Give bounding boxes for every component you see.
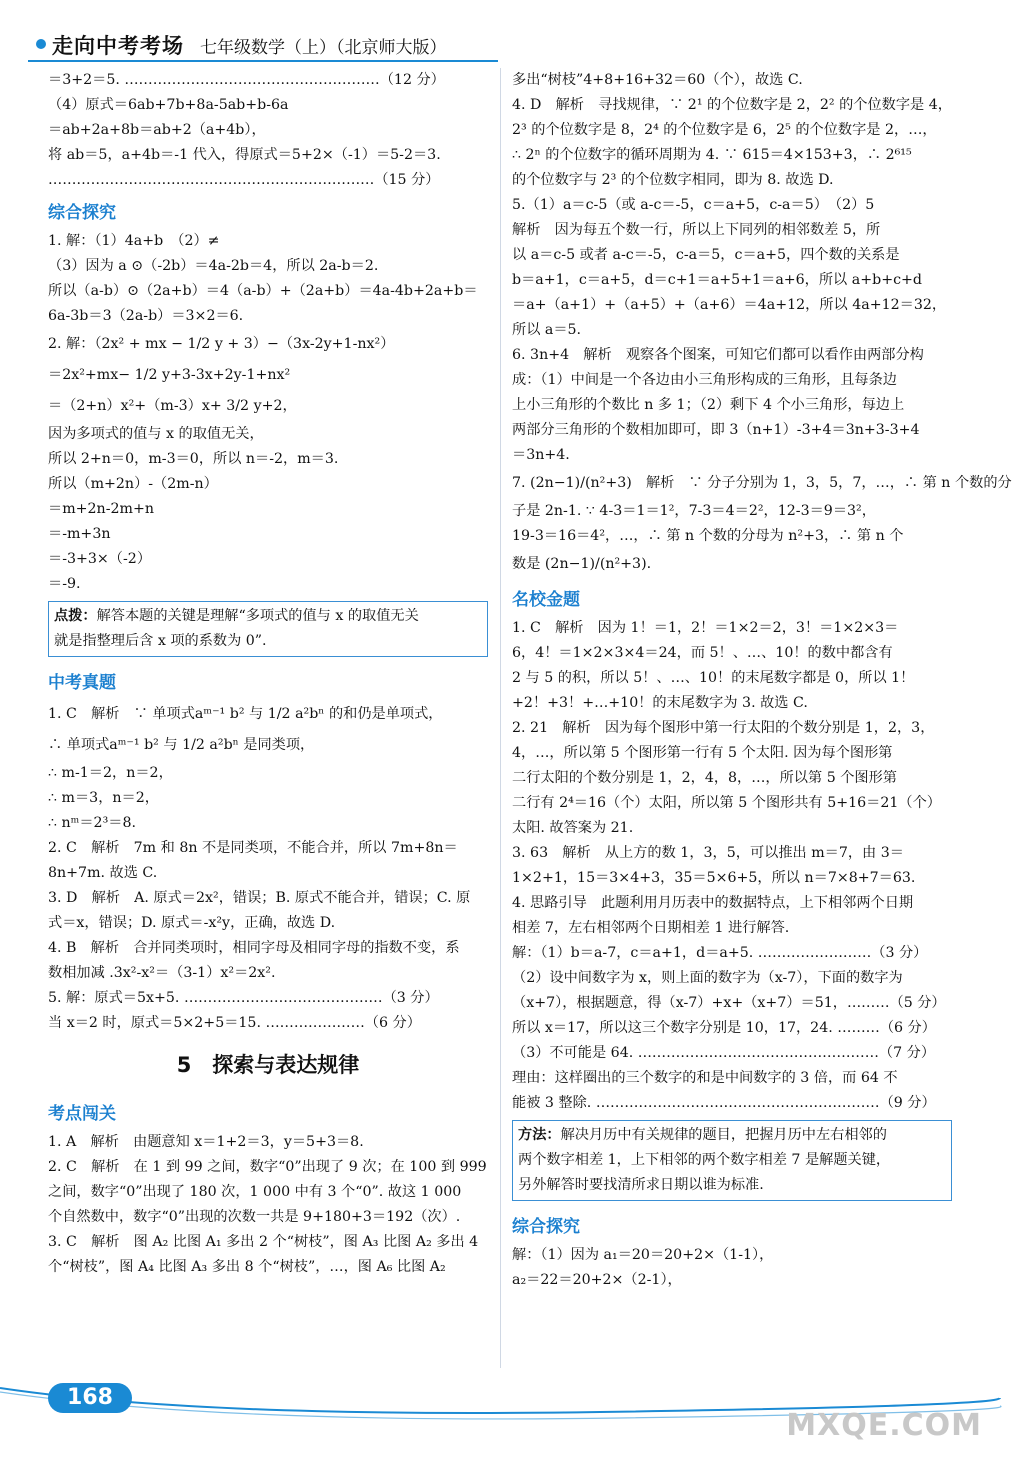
- right-line: 6，4！＝1×2×3×4＝24，而 5！、…、10！的数中都含有: [512, 645, 893, 661]
- left-line: 所以 2+n＝0，m-3＝0，所以 n＝-2，m＝3.: [48, 451, 339, 467]
- left-line: ＝-3+3×（-2）: [48, 551, 152, 567]
- method-text: 两个数字相差 1，上下相邻的两个数字相差 7 是解题关键，: [518, 1152, 891, 1168]
- left-line: 1. A 解析 由题意知 x＝1+2＝3，y＝5+3＝8.: [48, 1134, 364, 1150]
- method-text: 解决月历中有关规律的题目，把握月历中左右相邻的: [560, 1127, 887, 1143]
- left-line: ∴ 单项式aᵐ⁻¹ b² 与 1/2 a²bⁿ 是同类项，: [48, 737, 315, 753]
- header-subtitle: 七年级数学（上）（北京师大版）: [200, 38, 447, 58]
- right-line: 1×2+1，15＝3×4+3，35＝5×6+5，所以 n＝7×8+7＝63.: [512, 870, 916, 886]
- left-line: ＝m+2n-2m+n: [48, 501, 154, 517]
- left-line: 1. C 解析 ∵ 单项式aᵐ⁻¹ b² 与 1/2 a²bⁿ 的和仍是单项式，: [48, 706, 443, 722]
- section-heading: 名校金题: [512, 590, 580, 610]
- left-line: 8n+7m. 故选 C.: [48, 865, 158, 881]
- left-line: ∴ nᵐ＝2³＝8.: [48, 815, 137, 831]
- header-brand: 走向中考考场: [52, 34, 184, 58]
- right-line: 2 与 5 的积，所以 5！、…、10！的末尾数字都是 0，所以 1！: [512, 670, 915, 686]
- right-line: ＝3n+4.: [512, 447, 570, 463]
- left-column: [48, 68, 488, 1280]
- left-line: ＝ab+2a+8b＝ab+2（a+4b），: [48, 122, 266, 138]
- right-line: ＝a+（a+1）+（a+5）+（a+6）＝4a+12，所以 4a+12＝32，: [512, 297, 947, 313]
- right-line: 两部分三角形的个数相加即可，即 3（n+1）-3+4＝3n+3-3+4: [512, 422, 920, 438]
- right-line: 成：（1）中间是一个各边由小三角形构成的三角形，且每条边: [512, 372, 897, 388]
- right-line: 以 a＝c-5 或者 a-c＝-5，c-a＝5，c＝a+5，四个数的关系是: [512, 247, 900, 263]
- right-line: 数是 (2n−1)/(n²+3).: [512, 556, 652, 572]
- left-line: 2. 解：（2x² + mx − 1/2 y + 3）−（3x-2y+1-nx²）: [48, 336, 395, 352]
- right-line: 子是 2n-1. ∵ 4-3＝1＝1²，7-3＝4＝2²，12-3＝9＝3²，: [512, 503, 876, 519]
- left-line: 数相加减 .3x²-x²＝（3-1）x²＝2x².: [48, 965, 276, 981]
- section-heading: 综合探究: [48, 203, 116, 223]
- right-line: 7. (2n−1)/(n²+3) 解析 ∵ 分子分别为 1，3，5，7，…，∴ 第 n 个数的分: [512, 475, 1012, 491]
- tip-text: 解答本题的关键是理解“多项式的值与 x 的取值无关: [96, 608, 419, 624]
- column-divider: [500, 68, 501, 1368]
- left-line: ∴ m＝3，n＝2，: [48, 790, 159, 806]
- left-line: 4. B 解析 合并同类项时，相同字母及相同字母的指数不变，系: [48, 940, 460, 956]
- watermark: MXQE.COM: [786, 1408, 982, 1443]
- left-line: 当 x＝2 时，原式＝5×2+5＝15. …………………（6 分）: [48, 1015, 421, 1031]
- right-line: 1. C 解析 因为 1！＝1，2！＝1×2＝2，3！＝1×2×3＝: [512, 620, 899, 636]
- left-line: 1. 解：（1）4a+b （2）≠: [48, 233, 220, 249]
- left-line: （3）因为 a ⊙（-2b）＝4a-2b＝4，所以 2a-b＝2.: [48, 258, 379, 274]
- left-line: 2. C 解析 7m 和 8n 不是同类项，不能合并，所以 7m+8n＝: [48, 840, 458, 856]
- right-line: 太阳. 故答案为 21.: [512, 820, 634, 836]
- left-line: 3. D 解析 A. 原式＝2x²，错误；B. 原式不能合并，错误；C. 原: [48, 890, 471, 906]
- tip-text: 就是指整理后含 x 项的系数为 0”.: [54, 633, 267, 649]
- chapter-title: 5 探索与表达规律: [176, 1053, 360, 1077]
- right-line: 能被 3 整除. ……………………………………………………（9 分）: [512, 1095, 936, 1111]
- left-line: 所以（a-b）⊙（2a+b）＝4（a-b）+（2a+b）＝4a-4b+2a+b＝: [48, 283, 478, 299]
- section-heading: 考点闯关: [48, 1104, 116, 1124]
- right-line: 6. 3n+4 解析 观察各个图案，可知它们都可以看作由两部分构: [512, 347, 924, 363]
- right-line: 4. D 解析 寻找规律，∵ 2¹ 的个位数字是 2，2² 的个位数字是 4，: [512, 97, 952, 113]
- left-line: 5. 解：原式＝5x+5. ……………………………………（3 分）: [48, 990, 439, 1006]
- right-line: 的个位数字与 2³ 的个位数字相同，即为 8. 故选 D.: [512, 172, 834, 188]
- right-line: 2. 21 解析 因为每个图形中第一行太阳的个数分别是 1，2，3，: [512, 720, 935, 736]
- right-line: 理由：这样圈出的三个数字的和是中间数字的 3 倍，而 64 不: [512, 1070, 898, 1086]
- right-line: 5.（1）a＝c-5（或 a-c＝-5，c＝a+5，c-a＝5） （2）5: [512, 197, 875, 213]
- right-line: a₂＝22＝20+2×（2-1），: [512, 1272, 682, 1288]
- right-line: 解：（1）因为 a₁＝20＝20+2×（1-1），: [512, 1247, 774, 1263]
- left-line: 6a-3b＝3（2a-b）＝3×2＝6.: [48, 308, 244, 324]
- left-line: ＝（2+n）x²+（m-3）x+ 3/2 y+2，: [48, 398, 297, 414]
- right-line: 上小三角形的个数比 n 多 1；（2）剩下 4 个小三角形，每边上: [512, 397, 905, 413]
- right-line: （x+7），根据题意，得（x-7）+x+（x+7）＝51，………（5 分）: [512, 995, 946, 1011]
- left-line: 因为多项式的值与 x 的取值无关，: [48, 426, 264, 442]
- left-line: ＝-m+3n: [48, 526, 111, 542]
- left-line: ＝-9.: [48, 576, 81, 592]
- right-line: 相差 7，左右相邻两个日期相差 1 进行解答.: [512, 920, 790, 936]
- section-heading: 综合探究: [512, 1217, 580, 1237]
- method-box: [512, 1120, 952, 1201]
- right-line: 所以 a＝5.: [512, 322, 582, 338]
- left-line: 2. C 解析 在 1 到 99 之间，数字“0”出现了 9 次；在 100 到 999: [48, 1159, 487, 1175]
- right-line: 4. 思路引导 此题利用月历表中的数据特点，上下相邻两个日期: [512, 895, 914, 911]
- left-line: （4）原式＝6ab+7b+8a-5ab+b-6a: [48, 97, 289, 113]
- right-line: 多出“树枝”4+8+16+32＝60（个），故选 C.: [512, 72, 803, 88]
- right-column: [512, 68, 1012, 1293]
- right-line: 2³ 的个位数字是 8，2⁴ 的个位数字是 6，2⁵ 的个位数字是 2，…，: [512, 122, 937, 138]
- left-line: ∴ m-1＝2，n＝2，: [48, 765, 173, 781]
- right-line: 解析 因为每五个数一行，所以上下同列的相邻数差 5，所: [512, 222, 881, 238]
- left-line: 3. C 解析 图 A₂ 比图 A₁ 多出 2 个“树枝”，图 A₃ 比图 A₂ 多出 4: [48, 1234, 479, 1250]
- left-line: ＝3+2＝5. ………………………………………………（12 分）: [48, 72, 445, 88]
- right-line: 4，…，所以第 5 个图形第一行有 5 个太阳. 因为每个图形第: [512, 745, 893, 761]
- right-line: 二行太阳的个数分别是 1，2，4，8，…，所以第 5 个图形第: [512, 770, 897, 786]
- right-line: +2！+3！+…+10！的末尾数字为 3. 故选 C.: [512, 695, 808, 711]
- section-heading: 中考真题: [48, 673, 116, 693]
- right-line: 3. 63 解析 从上方的数 1，3，5，可以推出 m＝7，由 3＝: [512, 845, 904, 861]
- right-line: b＝a+1，c＝a+5，d＝c+1＝a+5+1＝a+6，所以 a+b+c+d: [512, 272, 922, 288]
- right-line: 二行有 2⁴＝16（个）太阳，所以第 5 个图形共有 5+16＝21（个）: [512, 795, 941, 811]
- method-label: 方法：: [518, 1127, 561, 1143]
- page-header: [28, 30, 498, 62]
- left-line: 将 ab＝5，a+4b＝-1 代入，得原式＝5+2×（-1）＝5-2＝3.: [48, 147, 441, 163]
- header-rule: [28, 60, 498, 62]
- right-line: ∴ 2ⁿ 的个位数字的循环周期为 4. ∵ 615＝4×153+3，∴ 2⁶¹⁵: [512, 147, 912, 163]
- left-line: ……………………………………………………………（15 分）: [48, 172, 440, 188]
- left-line: 所以（m+2n）-（2m-n）: [48, 476, 218, 492]
- method-text: 另外解答时要找清所求日期以谁为标准.: [518, 1177, 764, 1193]
- left-line: 式＝x，错误；D. 原式＝-x²y，正确，故选 D.: [48, 915, 336, 931]
- left-line: 个“树枝”，图 A₄ 比图 A₃ 多出 8 个“树枝”，…，图 A₆ 比图 A₂: [48, 1259, 446, 1275]
- right-line: 解：（1）b＝a-7，c＝a+1，d＝a+5. ……………………（3 分）: [512, 945, 928, 961]
- right-line: （2）设中间数字为 x，则上面的数字为（x-7），下面的数字为: [512, 970, 903, 986]
- right-line: （3）不可能是 64. ……………………………………………（7 分）: [512, 1045, 936, 1061]
- page-number: 168: [48, 1383, 132, 1413]
- right-line: 19-3＝16＝4²，…，∴ 第 n 个数的分母为 n²+3，∴ 第 n 个: [512, 528, 904, 544]
- right-line: 所以 x＝17，所以这三个数字分别是 10，17，24. ………（6 分）: [512, 1020, 936, 1036]
- tip-label: 点拨：: [54, 608, 97, 624]
- header-dot-icon: [36, 39, 46, 49]
- left-line: 之间，数字“0”出现了 180 次，1 000 中有 3 个“0”. 故这 1 000: [48, 1184, 462, 1200]
- left-line: 个自然数中，数字“0”出现的次数一共是 9+180+3＝192（次）.: [48, 1209, 461, 1225]
- tip-box: [48, 601, 488, 657]
- left-line: ＝2x²+mx− 1/2 y+3-3x+2y-1+nx²: [48, 367, 291, 383]
